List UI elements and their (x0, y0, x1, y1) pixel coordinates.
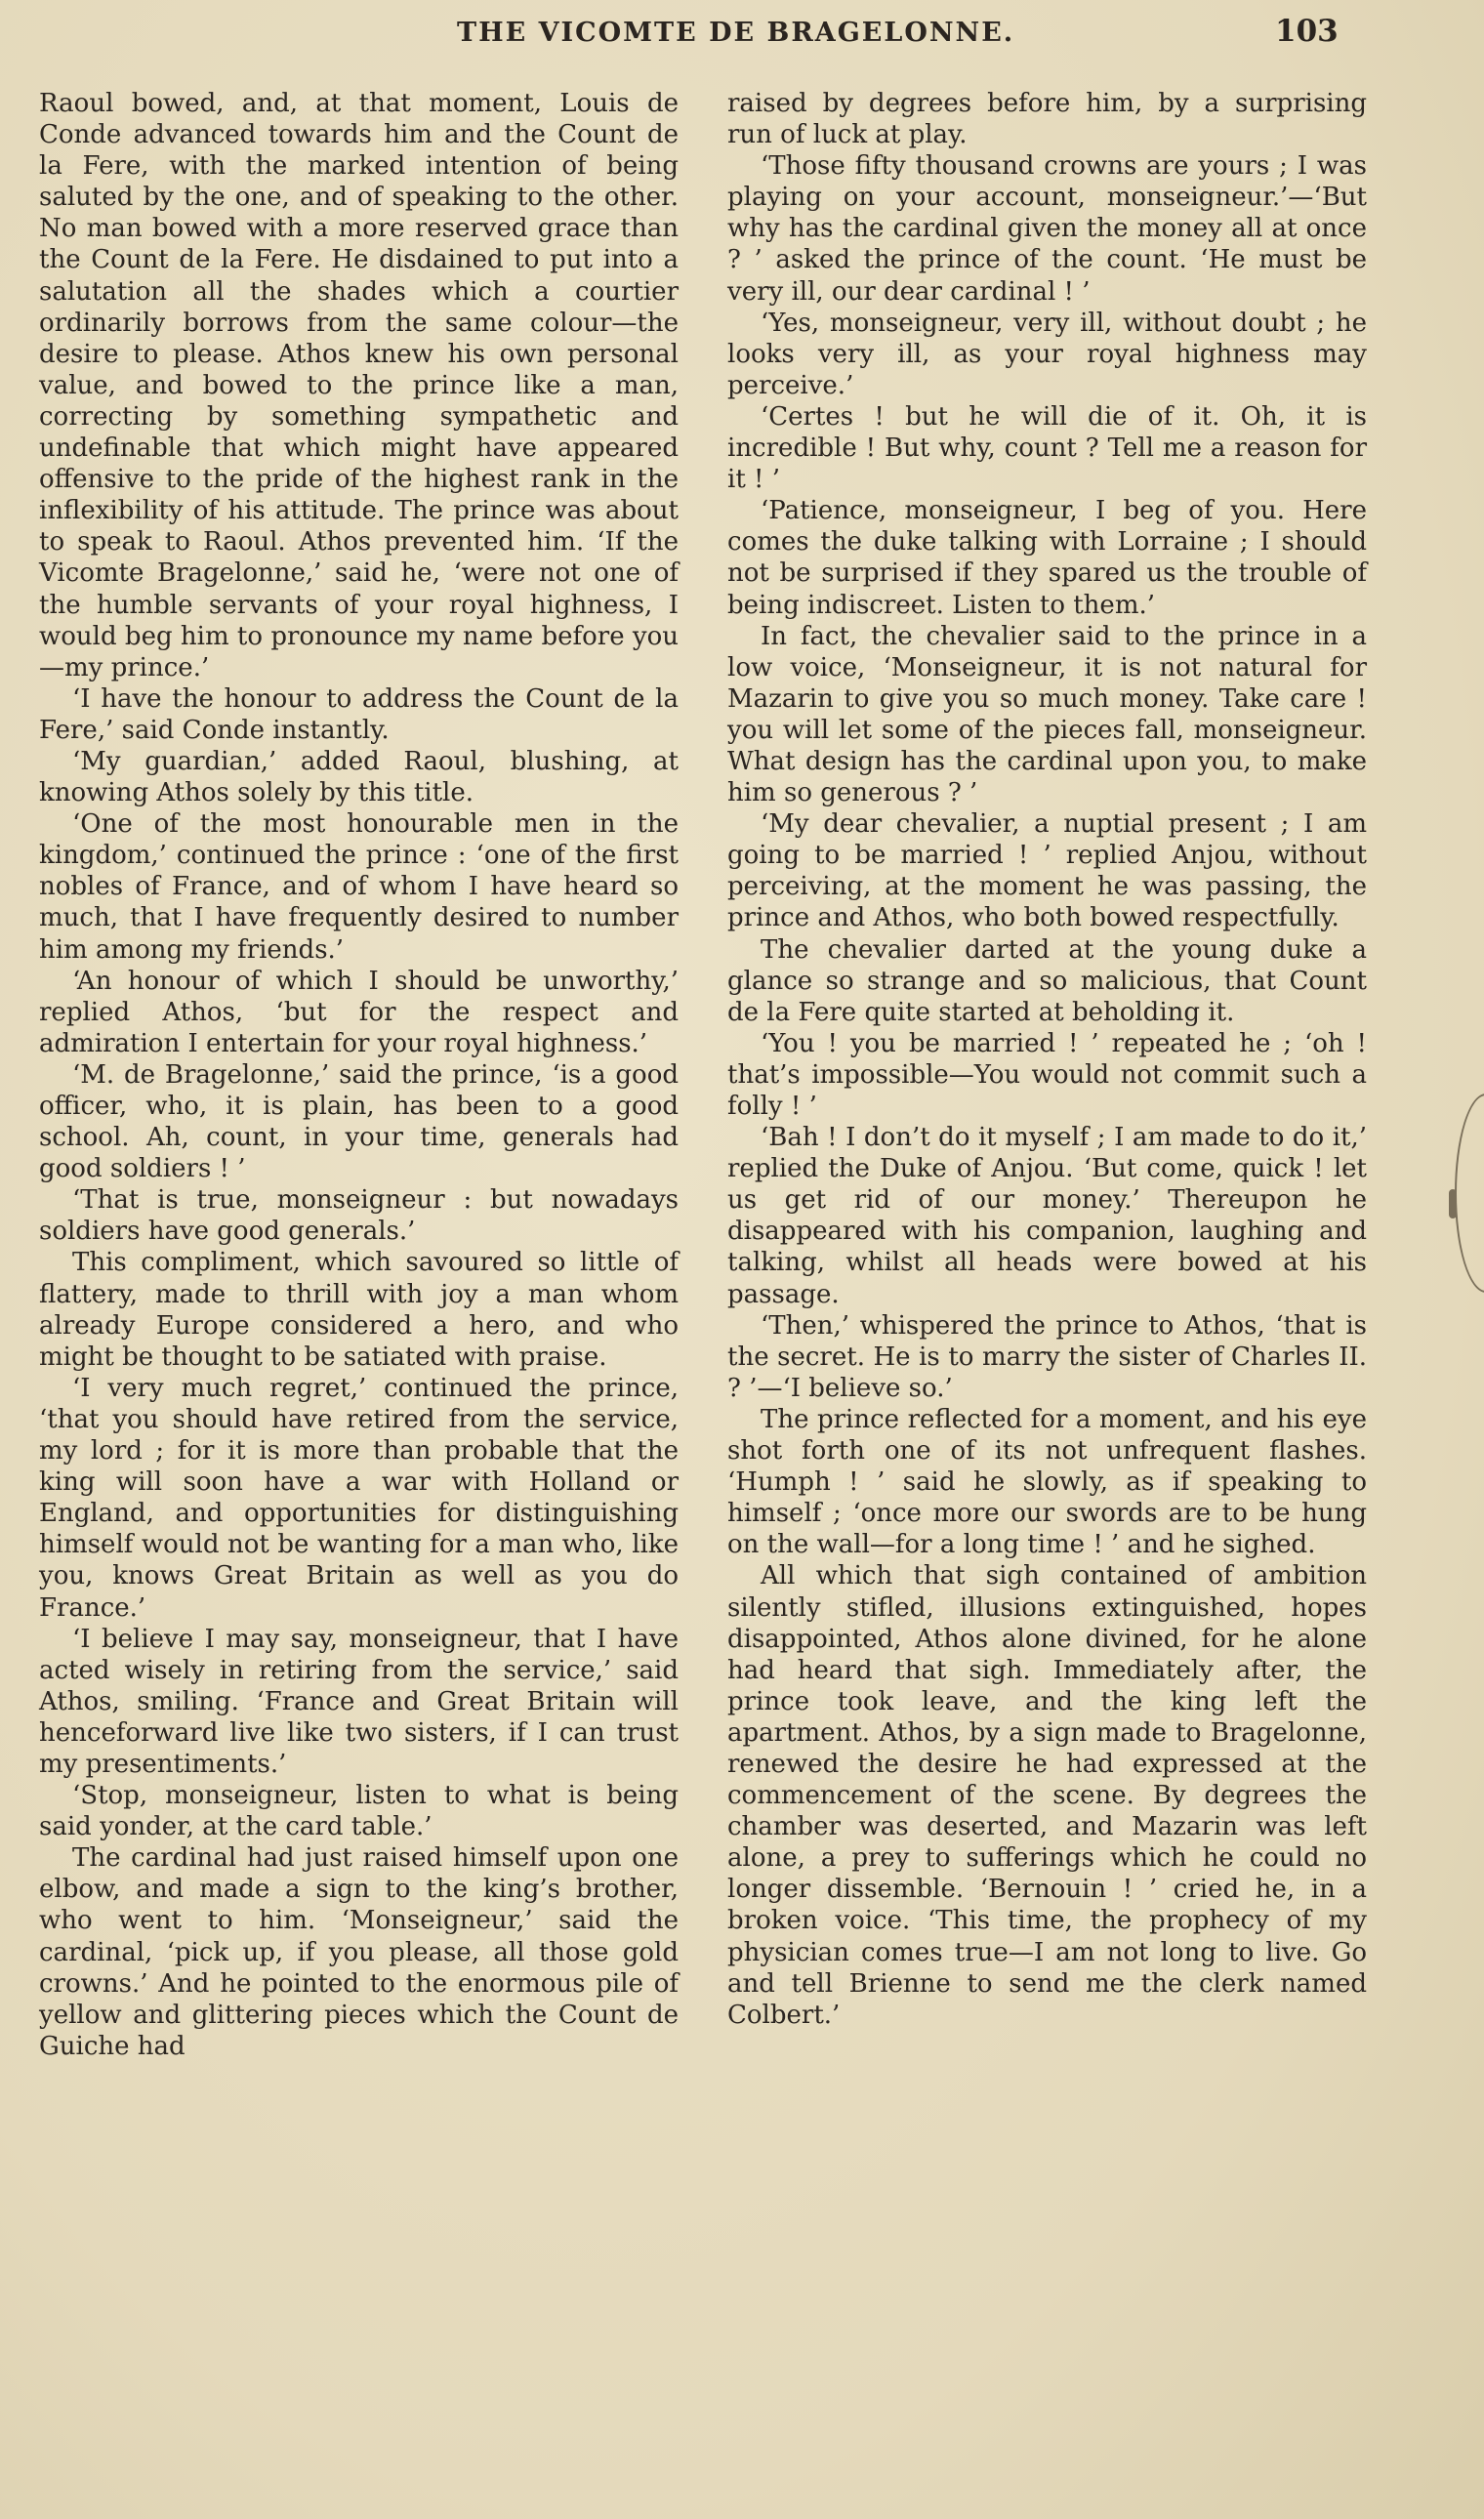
page-number: 103 (1275, 14, 1339, 49)
paragraph: All which that sigh contained of ambition silently stifled, illusions extinguished, hopes disappointed, Athos alone divined, for he alone had heard that sigh. Immediately after, the prince took leave, and the king left the apartment. Athos, by a sign made to Bragelonne, renewed the desire he had expressed at the commencement of the scene. By degrees the chamber was deserted, and Mazarin was left alone, a prey to sufferings which he could no longer dissemble. ‘Bernouin ! ’ cried he, in a broken voice. ‘This time, the prophecy of my physician comes true—I am not long to live. Go and tell Brienne to send me the clerk named Colbert.’ (727, 1561, 1367, 2030)
paragraph: ‘I believe I may say, monseigneur, that I have acted wisely in retiring from the service,’ said Athos, smiling. ‘France and Great Britain will henceforward live like two sisters, if I can trust my presentiments.’ (39, 1624, 679, 1779)
paragraph: ‘My dear chevalier, a nuptial present ; I am going to be married ! ’ replied Anjou, without perceiving, at the moment he was passing, the prince and Athos, who both bowed respectfully. (727, 809, 1367, 933)
paragraph: ‘You ! you be married ! ’ repeated he ; ‘oh ! that’s impossible—You would not commit such a folly ! ’ (727, 1028, 1367, 1121)
paragraph: ‘Bah ! I don’t do it myself ; I am made to do it,’ replied the Duke of Anjou. ‘But come, quick ! let us get rid of our money.’ Thereupon he disappeared with his companion, laughing and talking, whilst all heads were bowed at his passage. (727, 1123, 1367, 1309)
paragraph: The chevalier darted at the young duke a glance so strange and so malicious, that Count de la Fere quite started at beholding it. (727, 934, 1367, 1027)
paragraph: ‘One of the most honourable men in the kingdom,’ continued the prince : ‘one of the first nobles of France, and of whom I have heard so much, that I have frequently desired to number him among my friends.’ (39, 809, 679, 965)
paragraph: ‘Those fifty thousand crowns are yours ; I was playing on your account, monseigneur.’—‘But why has the cardinal given the money all at once ? ’ asked the prince of the count. ‘He must be very ill, our dear cardinal ! ’ (727, 151, 1367, 307)
paragraph: raised by degrees before him, by a surprising run of luck at play. (727, 89, 1367, 150)
right-column (727, 88, 1367, 2031)
paragraph: Raoul bowed, and, at that moment, Louis de Conde advanced towards him and the Count de la Fere, with the marked intention of being saluted by the one, and of speaking to the other. No man bowed with a more reserved grace than the Count de la Fere. He disdained to put into a salutation all the shades which a courtier ordinarily borrows from the same colour—the desire to please. Athos knew his own personal value, and bowed to the prince like a man, correcting by something sympathetic and undefinable that which might have appeared offensive to the pride of the highest rank in the inflexibility of his attitude. The prince was about to speak to Raoul. Athos prevented him. ‘If the Vicomte Bragelonne,’ said he, ‘were not one of the humble servants of your royal highness, I would beg him to pronounce my name before you—my prince.’ (39, 89, 679, 682)
paragraph: ‘Patience, monseigneur, I beg of you. Here comes the duke talking with Lorraine ; I should not be surprised if they spared us the trouble of being indiscreet. Listen to them.’ (727, 496, 1367, 620)
paragraph: ‘Yes, monseigneur, very ill, without doubt ; he looks very ill, as your royal highness may perceive.’ (727, 308, 1367, 400)
paragraph: ‘I have the honour to address the Count de la Fere,’ said Conde instantly. (39, 683, 679, 745)
paragraph: ‘Stop, monseigneur, listen to what is being said yonder, at the card table.’ (39, 1781, 679, 1842)
paragraph: ‘Certes ! but he will die of it. Oh, it is incredible ! But why, count ? Tell me a reason for it ! ’ (727, 401, 1367, 495)
left-column (39, 88, 679, 2062)
paragraph: ‘M. de Bragelonne,’ said the prince, ‘is a good officer, who, it is plain, has been to a good school. Ah, count, in your time, generals had good soldiers ! ’ (39, 1059, 679, 1184)
paragraph: In fact, the chevalier said to the prince in a low voice, ‘Monseigneur, it is not natural for Mazarin to give you so much money. Take care ! you will let some of the pieces fall, monseigneur. What design has the cardinal upon you, to make him so generous ? ’ (727, 621, 1367, 808)
paragraph: ‘That is true, monseigneur : but nowadays soldiers have good generals.’ (39, 1185, 679, 1247)
running-title: THE VICOMTE DE BRAGELONNE. (457, 18, 1015, 48)
paragraph: This compliment, which savoured so little of flattery, made to thrill with joy a man whom already Europe considered a hero, and who might be thought to be satiated with praise. (39, 1248, 679, 1372)
binding-mark (1455, 1094, 1484, 1293)
paragraph: ‘Then,’ whispered the prince to Athos, ‘that is the secret. He is to marry the sister of Charles II. ? ’—‘I believe so.’ (727, 1310, 1367, 1403)
binding-dot (1449, 1189, 1457, 1218)
paragraph: The cardinal had just raised himself upon one elbow, and made a sign to the king’s brother, who went to him. ‘Monseigneur,’ said the cardinal, ‘pick up, if you please, all those gold crowns.’ And he pointed to the enormous pile of yellow and glittering pieces which the Count de Guiche had (39, 1843, 679, 2061)
paragraph: ‘An honour of which I should be unworthy,’ replied Athos, ‘but for the respect and admiration I entertain for your royal highness.’ (39, 966, 679, 1058)
paragraph: The prince reflected for a moment, and his eye shot forth one of its not unfrequent flashes. ‘Humph ! ’ said he slowly, as if speaking to himself ; ‘once more our swords are to be hung on the wall—for a long time ! ’ and he sighed. (727, 1404, 1367, 1560)
paragraph: ‘I very much regret,’ continued the prince, ‘that you should have retired from the service, my lord ; for it is more than probable that the king will soon have a war with Holland or England, and opportunities for distinguishing himself would not be wanting for a man who, like you, knows Great Britain as well as you do France.’ (39, 1373, 679, 1623)
running-head (0, 14, 1484, 53)
paragraph: ‘My guardian,’ added Raoul, blushing, at knowing Athos solely by this title. (39, 746, 679, 808)
